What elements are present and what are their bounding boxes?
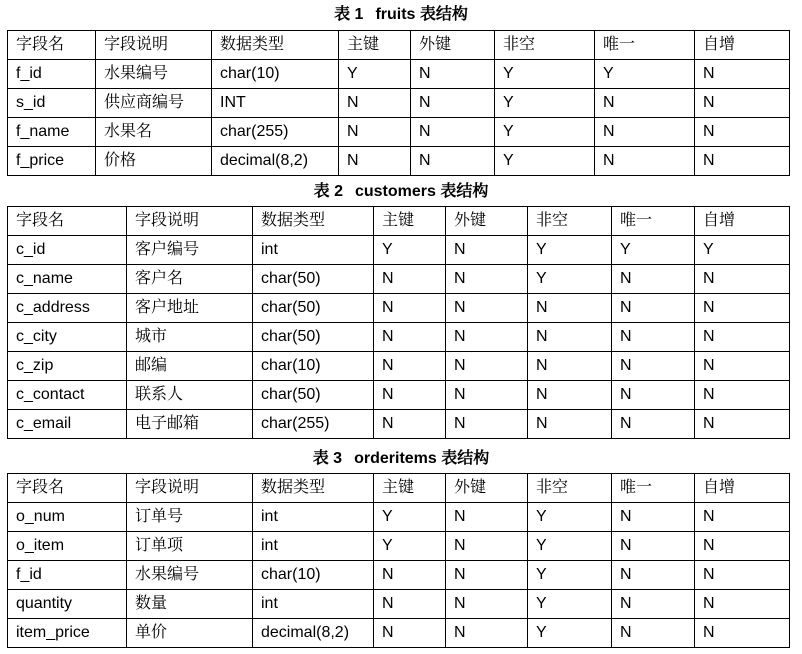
table-cell: N (446, 410, 528, 439)
table-cell: N (695, 147, 790, 176)
table-cell: char(50) (253, 294, 374, 323)
table-cell: 联系人 (127, 381, 253, 410)
header-cell: 外键 (446, 474, 528, 503)
header-row (8, 474, 790, 503)
table-2-caption (0, 182, 802, 202)
table-cell: N (695, 323, 790, 352)
table-cell: N (374, 352, 446, 381)
header-cell: 唯一 (612, 474, 695, 503)
table-cell: 供应商编号 (96, 89, 212, 118)
table-cell: char(10) (253, 352, 374, 381)
table-cell: N (446, 590, 528, 619)
header-cell: 自增 (695, 474, 790, 503)
table-cell: 水果编号 (96, 60, 212, 89)
table-cell: Y (528, 503, 612, 532)
header-cell: 字段说明 (96, 31, 212, 60)
table-cell: Y (528, 265, 612, 294)
header-cell: 字段名 (8, 207, 127, 236)
table-cell: N (695, 381, 790, 410)
table-cell: N (374, 381, 446, 410)
table-cell: N (595, 118, 695, 147)
table-cell: INT (212, 89, 339, 118)
table-cell: c_id (8, 236, 127, 265)
table-cell: N (411, 147, 495, 176)
table-cell: N (446, 561, 528, 590)
table-cell: N (374, 323, 446, 352)
caption-name: fruits 表结构 (375, 6, 468, 23)
table-cell: N (446, 352, 528, 381)
header-cell: 字段说明 (127, 207, 253, 236)
table-cell: 单价 (127, 619, 253, 648)
header-cell: 自增 (695, 207, 790, 236)
table-cell: N (695, 352, 790, 381)
table-cell: 客户地址 (127, 294, 253, 323)
header-cell: 主键 (339, 31, 411, 60)
table-cell: N (695, 294, 790, 323)
table-cell: o_num (8, 503, 127, 532)
table-row (8, 294, 790, 323)
table-cell: Y (528, 532, 612, 561)
table-cell: N (612, 294, 695, 323)
table-cell: N (339, 89, 411, 118)
table-cell: int (253, 532, 374, 561)
table-cell: int (253, 503, 374, 532)
table-cell: Y (374, 236, 446, 265)
table-cell: char(50) (253, 265, 374, 294)
table-cell: int (253, 236, 374, 265)
table-cell: N (695, 118, 790, 147)
header-cell: 非空 (528, 207, 612, 236)
table-cell: c_city (8, 323, 127, 352)
table-cell: N (695, 265, 790, 294)
table-cell: Y (495, 60, 595, 89)
table-cell: char(255) (212, 118, 339, 147)
table-cell: 电子邮箱 (127, 410, 253, 439)
table-cell: N (374, 619, 446, 648)
table-cell: c_contact (8, 381, 127, 410)
header-cell: 唯一 (612, 207, 695, 236)
table-cell: char(255) (253, 410, 374, 439)
table-cell: N (411, 60, 495, 89)
table-cell: N (612, 503, 695, 532)
table-row (8, 381, 790, 410)
table-cell: quantity (8, 590, 127, 619)
table-cell: N (695, 89, 790, 118)
table-cell: N (446, 619, 528, 648)
header-cell: 自增 (695, 31, 790, 60)
caption-label: 表 2 (313, 183, 343, 200)
header-cell: 数据类型 (253, 474, 374, 503)
table-cell: N (612, 265, 695, 294)
table-cell: char(10) (253, 561, 374, 590)
table-row (8, 265, 790, 294)
table-cell: Y (495, 89, 595, 118)
table-cell: N (446, 294, 528, 323)
orderitems-table (7, 473, 790, 648)
table-cell: N (695, 410, 790, 439)
table-row (8, 410, 790, 439)
table-cell: Y (528, 619, 612, 648)
table-cell: Y (612, 236, 695, 265)
header-cell: 非空 (495, 31, 595, 60)
table-cell: f_price (8, 147, 96, 176)
table-row (8, 590, 790, 619)
table-cell: N (446, 381, 528, 410)
table-cell: N (612, 619, 695, 648)
table-row (8, 236, 790, 265)
table-cell: Y (374, 503, 446, 532)
customers-table (7, 206, 790, 439)
table-row (8, 503, 790, 532)
header-cell: 主键 (374, 474, 446, 503)
table-row (8, 619, 790, 648)
table-cell: decimal(8,2) (212, 147, 339, 176)
table-row (8, 561, 790, 590)
table-cell: N (339, 118, 411, 147)
caption-label: 表 3 (312, 450, 343, 467)
table-cell: N (374, 410, 446, 439)
header-cell: 唯一 (595, 31, 695, 60)
table-row (8, 118, 790, 147)
table-cell: 客户名 (127, 265, 253, 294)
table-row (8, 352, 790, 381)
header-cell: 数据类型 (253, 207, 374, 236)
header-cell: 字段名 (8, 474, 127, 503)
table-cell: N (374, 590, 446, 619)
table-cell: char(50) (253, 323, 374, 352)
table-row (8, 147, 790, 176)
table-cell: c_email (8, 410, 127, 439)
header-cell: 非空 (528, 474, 612, 503)
header-cell: 字段说明 (127, 474, 253, 503)
header-row (8, 31, 790, 60)
table-cell: char(50) (253, 381, 374, 410)
table-cell: 数量 (127, 590, 253, 619)
table-cell: f_id (8, 561, 127, 590)
table-cell: N (446, 323, 528, 352)
table-cell: 邮编 (127, 352, 253, 381)
table-row (8, 532, 790, 561)
header-row (8, 207, 790, 236)
table-cell: 客户编号 (127, 236, 253, 265)
table-cell: N (695, 619, 790, 648)
table-cell: Y (339, 60, 411, 89)
table-cell: N (339, 147, 411, 176)
table-cell: Y (695, 236, 790, 265)
table-cell: N (612, 410, 695, 439)
table-cell: N (528, 352, 612, 381)
table-cell: N (612, 590, 695, 619)
table-cell: Y (495, 118, 595, 147)
table-cell: N (528, 323, 612, 352)
table-cell: N (695, 532, 790, 561)
header-cell: 主键 (374, 207, 446, 236)
table-row (8, 323, 790, 352)
header-cell: 外键 (446, 207, 528, 236)
table-cell: f_id (8, 60, 96, 89)
table-3-caption (0, 449, 802, 469)
table-cell: N (612, 561, 695, 590)
table-cell: char(10) (212, 60, 339, 89)
table-cell: N (374, 294, 446, 323)
table-cell: N (446, 532, 528, 561)
table-cell: N (695, 60, 790, 89)
table-cell: N (374, 265, 446, 294)
table-cell: f_name (8, 118, 96, 147)
table-cell: N (374, 561, 446, 590)
table-row (8, 60, 790, 89)
table-cell: c_name (8, 265, 127, 294)
table-cell: 价格 (96, 147, 212, 176)
table-cell: item_price (8, 619, 127, 648)
table-cell: N (446, 236, 528, 265)
table-cell: 订单号 (127, 503, 253, 532)
table-cell: N (695, 590, 790, 619)
table-row (8, 89, 790, 118)
table-cell: decimal(8,2) (253, 619, 374, 648)
table-cell: c_address (8, 294, 127, 323)
header-cell: 外键 (411, 31, 495, 60)
table-cell: 水果名 (96, 118, 212, 147)
table-cell: N (612, 352, 695, 381)
table-cell: N (612, 532, 695, 561)
table-cell: N (528, 381, 612, 410)
table-cell: Y (495, 147, 595, 176)
table-cell: 城市 (127, 323, 253, 352)
caption-name: customers 表结构 (354, 183, 489, 200)
table-cell: int (253, 590, 374, 619)
table-cell: Y (595, 60, 695, 89)
table-cell: N (411, 118, 495, 147)
table-cell: Y (374, 532, 446, 561)
table-cell: N (595, 147, 695, 176)
table-cell: 订单项 (127, 532, 253, 561)
table-cell: N (446, 265, 528, 294)
table-cell: N (528, 294, 612, 323)
table-cell: N (446, 503, 528, 532)
table-cell: Y (528, 236, 612, 265)
fruits-table (7, 30, 790, 176)
table-cell: N (595, 89, 695, 118)
table-1-caption (0, 5, 802, 25)
table-cell: N (612, 323, 695, 352)
caption-name: orderitems 表结构 (354, 450, 490, 467)
table-cell: Y (528, 590, 612, 619)
table-cell: N (695, 561, 790, 590)
table-cell: o_item (8, 532, 127, 561)
table-cell: 水果编号 (127, 561, 253, 590)
table-cell: N (695, 503, 790, 532)
header-cell: 字段名 (8, 31, 96, 60)
table-cell: Y (528, 561, 612, 590)
table-cell: s_id (8, 89, 96, 118)
table-cell: c_zip (8, 352, 127, 381)
caption-label: 表 1 (334, 6, 364, 23)
table-cell: N (612, 381, 695, 410)
table-cell: N (528, 410, 612, 439)
table-cell: N (411, 89, 495, 118)
header-cell: 数据类型 (212, 31, 339, 60)
